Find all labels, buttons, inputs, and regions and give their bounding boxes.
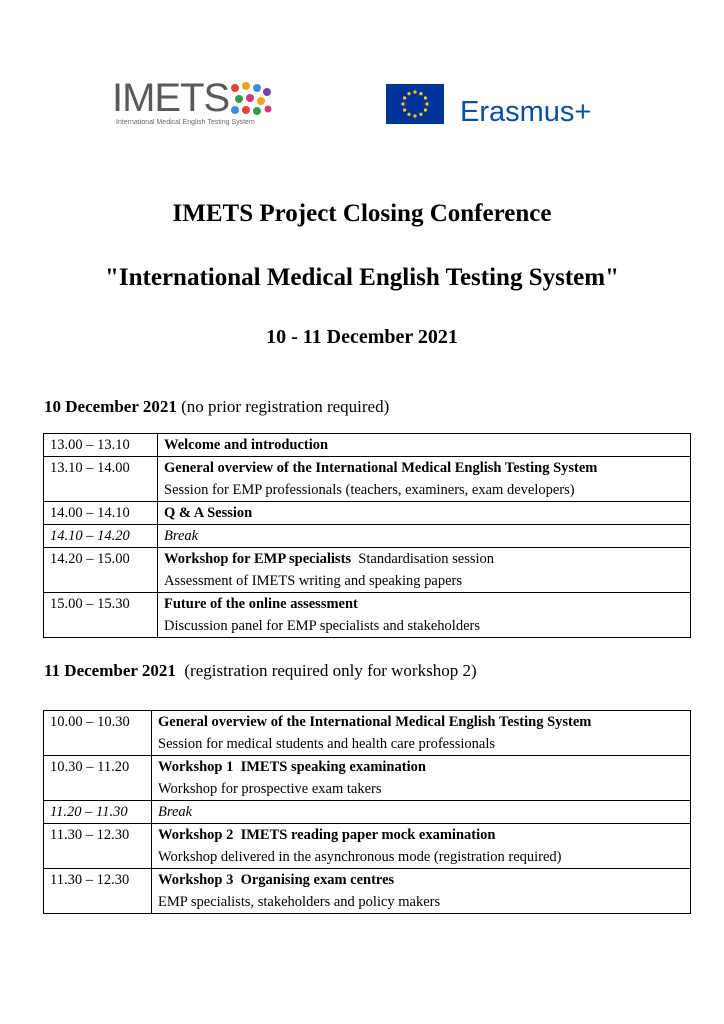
table-row [44,801,691,824]
time-cell: 10.00 – 10.30 [44,711,152,756]
table-row [44,548,691,593]
session-title: Break [164,528,199,544]
table-row [44,824,691,869]
session-detail: Assessment of IMETS writing and speaking papers [164,573,463,589]
logo-bar [0,0,724,160]
session-title: Workshop 2 IMETS reading paper mock examination [158,827,496,843]
session-title: Workshop 1 IMETS speaking examination [158,759,426,775]
session-cell [152,801,691,824]
eu-flag-icon [386,84,444,124]
table-row [44,869,691,914]
table-row [44,434,691,457]
time-cell: 14.20 – 15.00 [44,548,158,593]
session-cell [152,869,691,914]
session-title: Workshop for EMP specialists [164,551,352,567]
day2-schedule-table [43,710,691,914]
session-cell [158,457,691,502]
imets-logo [112,76,282,132]
session-detail: Workshop for prospective exam takers [158,781,382,797]
session-detail: Session for EMP professionals (teachers, examiners, exam developers) [164,482,575,498]
session-cell [158,434,691,457]
session-cell [152,711,691,756]
session-cell [152,824,691,869]
session-title: Workshop 3 Organising exam centres [158,872,395,888]
time-cell: 14.00 – 14.10 [44,502,158,525]
table-row [44,457,691,502]
time-cell: 11.30 – 12.30 [44,824,152,869]
session-cell [152,756,691,801]
session-detail: Discussion panel for EMP specialists and stakeholders [164,618,480,634]
day1-date: 10 December 2021 [44,397,177,416]
table-row [44,756,691,801]
table-row [44,525,691,548]
time-cell: 13.10 – 14.00 [44,457,158,502]
session-detail: Session for medical students and health care professionals [158,736,496,752]
session-cell [158,502,691,525]
time-cell: 14.10 – 14.20 [44,525,158,548]
day1-note: (no prior registration required) [176,397,390,416]
session-detail: Workshop delivered in the asynchronous mode (registration required) [158,849,562,865]
table-row [44,502,691,525]
session-detail: EMP specialists, stakeholders and policy makers [158,894,441,910]
session-title-extra: Standardisation session [351,551,495,567]
day2-date: 11 December 2021 [44,661,176,680]
session-title: General overview of the International Medical English Testing System [164,460,598,476]
table-row [44,593,691,638]
time-cell: 10.30 – 11.20 [44,756,152,801]
session-title: Break [158,804,193,820]
imets-tagline: International Medical English Testing System [116,119,255,126]
day1-schedule-table [43,433,691,638]
conference-title: IMETS Project Closing Conference [172,200,552,227]
conference-subtitle: "International Medical English Testing System" [105,264,619,291]
session-title: Future of the online assessment [164,596,358,612]
session-cell [158,593,691,638]
session-cell [158,548,691,593]
time-cell: 11.30 – 12.30 [44,869,152,914]
time-cell: 11.20 – 11.30 [44,801,152,824]
day2-heading [44,661,477,681]
people-cluster-icon [229,82,273,116]
erasmus-wordmark: Erasmus+ [460,96,592,128]
time-cell: 15.00 – 15.30 [44,593,158,638]
erasmus-plus-logo [382,76,604,136]
session-title: General overview of the International Medical English Testing System [158,714,592,730]
table-row [44,711,691,756]
day2-note: (registration required only for workshop 2) [175,661,477,680]
time-cell: 13.00 – 13.10 [44,434,158,457]
imets-wordmark: IMETS [112,76,230,120]
session-title: Welcome and introduction [164,437,329,453]
session-title: Q & A Session [164,505,253,521]
conference-dates: 10 - 11 December 2021 [266,326,458,348]
session-cell [158,525,691,548]
day1-heading [44,397,389,417]
